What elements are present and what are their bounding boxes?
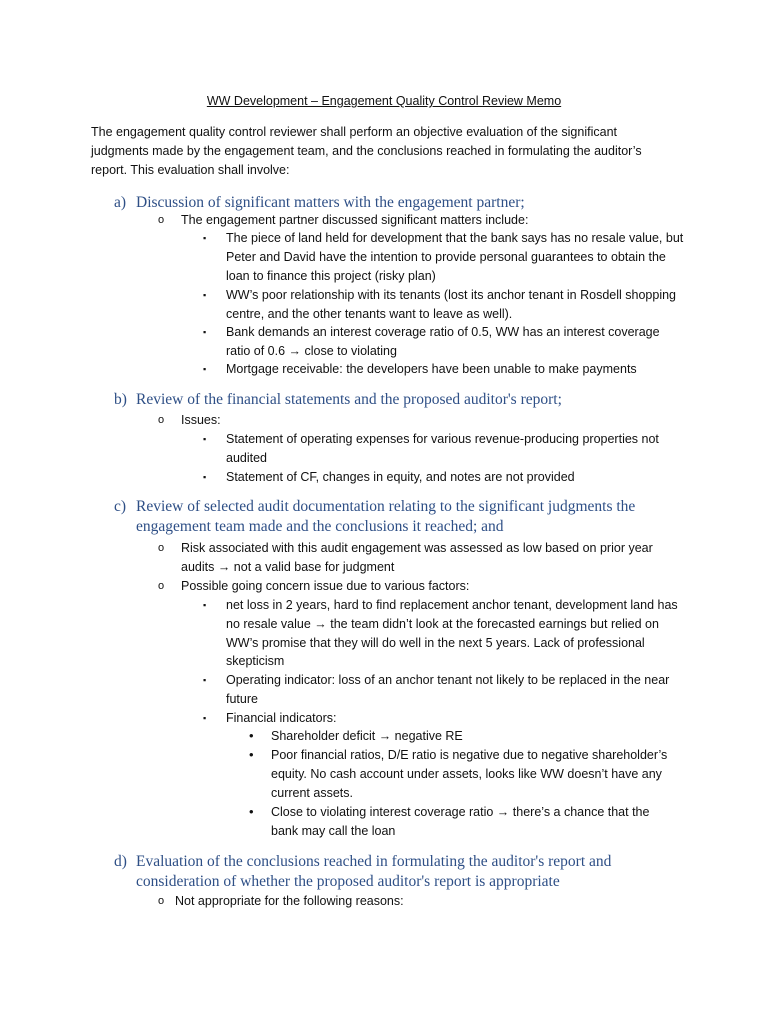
circle-bullet-icon: o xyxy=(158,542,165,554)
list-item-text: Not appropriate for the following reasons: xyxy=(175,894,404,908)
section-heading-text: Review of the financial statements and the proposed auditor's report; xyxy=(136,391,562,408)
intro-paragraph: The engagement quality control reviewer shall perform an objective evaluation of the significant judgments made by the engagement team, and the conclusions reached in formulating the auditor’s report. This evaluation shall involve: xyxy=(91,125,642,177)
list-item xyxy=(203,286,686,324)
list-item-text: Financial indicators: xyxy=(226,711,337,725)
section-heading-text: Discussion of significant matters with the engagement partner; xyxy=(136,194,525,211)
square-bullet-icon: ▪ xyxy=(203,713,207,723)
list-item-text: Bank demands an interest coverage ratio of 0.5, WW has an interest coverage ratio of 0.6 → close to violating xyxy=(226,325,660,358)
section-a-heading xyxy=(114,193,674,213)
list-item xyxy=(203,709,686,728)
section-letter: b) xyxy=(114,391,127,408)
circle-bullet-icon: o xyxy=(158,895,165,907)
list-item-text: Operating indicator: loss of an anchor tenant not likely to be replaced in the near future xyxy=(226,673,670,706)
section-heading-text: Evaluation of the conclusions reached in formulating the auditor's report and consideration of whether the proposed auditor's report is appropriate xyxy=(136,853,612,890)
list-item xyxy=(249,746,671,802)
list-item xyxy=(158,411,681,430)
list-item xyxy=(203,323,686,361)
list-item xyxy=(203,468,686,487)
list-item-text: net loss in 2 years, hard to find replacement anchor tenant, development land has no resale value → the team didn’t look at the forecasted earnings but relied on WW’s promise that they will do well in the next 5 years. Lack of professional skepticism xyxy=(226,598,678,669)
square-bullet-icon: ▪ xyxy=(203,364,207,374)
list-item-text: Statement of operating expenses for various revenue-producing properties not audited xyxy=(226,432,659,465)
list-item xyxy=(249,727,671,746)
square-bullet-icon: ▪ xyxy=(203,434,207,444)
dot-bullet-icon: • xyxy=(249,804,254,819)
circle-bullet-icon: o xyxy=(158,214,165,226)
section-b-heading xyxy=(114,390,674,410)
section-heading-text: Review of selected audit documentation relating to the significant judgments the engagement team made and the conclusions it reached; and xyxy=(136,498,636,535)
square-bullet-icon: ▪ xyxy=(203,233,207,243)
list-item-text: WW’s poor relationship with its tenants (lost its anchor tenant in Rosdell shopping centre, and the other tenants want to leave as well). xyxy=(226,288,676,321)
list-item xyxy=(203,229,686,285)
list-item-text: Issues: xyxy=(181,413,221,427)
list-item-text: The piece of land held for development that the bank says has no resale value, but Peter and David have the intention to provide personal guarantees to obtain the loan to finance this project (risky plan) xyxy=(226,231,684,283)
section-letter: a) xyxy=(114,194,127,211)
list-item-text: Statement of CF, changes in equity, and notes are not provided xyxy=(226,470,575,484)
square-bullet-icon: ▪ xyxy=(203,290,207,300)
list-item-text: Poor financial ratios, D/E ratio is negative due to negative shareholder’s equity. No cash account under assets, looks like WW doesn’t have any current assets. xyxy=(271,748,668,800)
square-bullet-icon: ▪ xyxy=(203,472,207,482)
list-item xyxy=(158,577,681,596)
circle-bullet-icon: o xyxy=(158,414,165,426)
square-bullet-icon: ▪ xyxy=(203,327,207,337)
list-item xyxy=(203,430,686,468)
dot-bullet-icon: • xyxy=(249,728,254,743)
section-letter: d) xyxy=(114,853,127,870)
list-item xyxy=(203,671,686,709)
list-item-text: Mortgage receivable: the developers have been unable to make payments xyxy=(226,362,637,376)
list-item xyxy=(203,596,686,671)
list-item xyxy=(158,892,675,911)
list-item xyxy=(203,360,686,379)
section-d-heading xyxy=(114,852,674,892)
dot-bullet-icon: • xyxy=(249,747,254,762)
list-item-text: Close to violating interest coverage ratio → there’s a chance that the bank may call the loan xyxy=(271,805,650,838)
circle-bullet-icon: o xyxy=(158,580,165,592)
section-c-heading xyxy=(114,497,674,537)
square-bullet-icon: ▪ xyxy=(203,600,207,610)
list-item xyxy=(249,803,671,841)
section-letter: c) xyxy=(114,498,127,515)
list-item-text: Possible going concern issue due to various factors: xyxy=(181,579,470,593)
list-item-text: Risk associated with this audit engagement was assessed as low based on prior year audits → not a valid base for judgment xyxy=(181,541,653,574)
list-item xyxy=(158,211,681,230)
square-bullet-icon: ▪ xyxy=(203,675,207,685)
memo-title: WW Development – Engagement Quality Control Review Memo xyxy=(206,94,562,108)
list-item-text: The engagement partner discussed significant matters include: xyxy=(181,213,529,227)
list-item-text: Shareholder deficit → negative RE xyxy=(271,729,463,743)
list-item xyxy=(158,539,681,577)
